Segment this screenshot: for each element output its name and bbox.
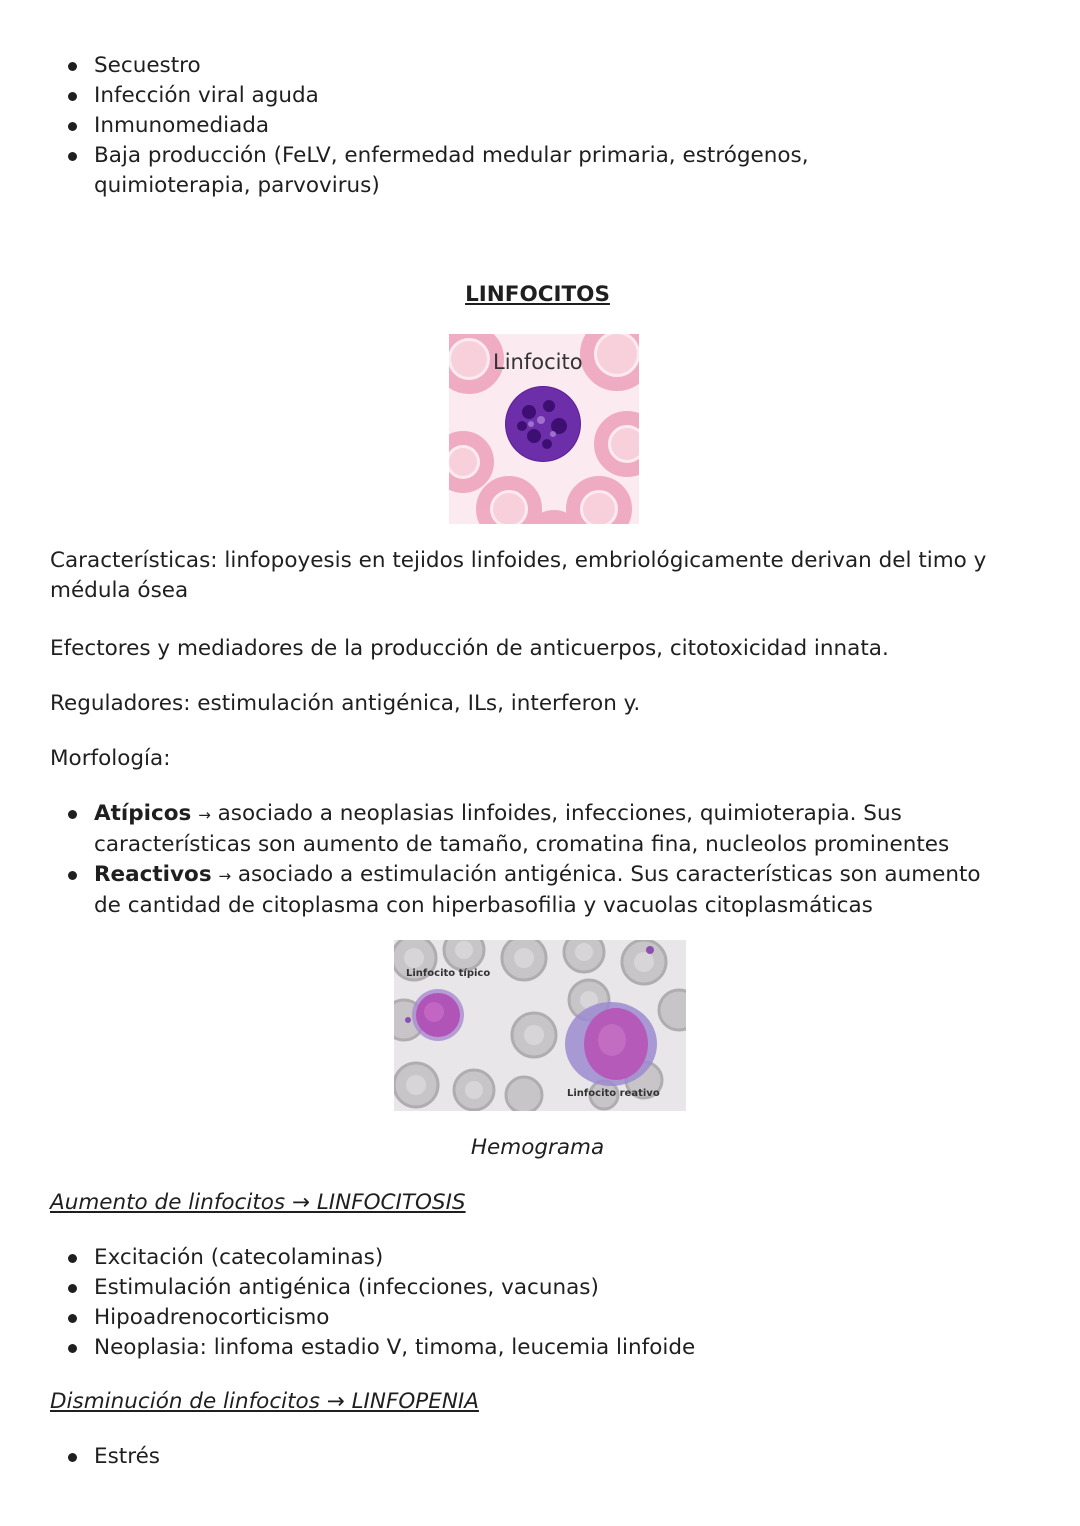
list-item: Hipoadrenocorticismo bbox=[50, 1303, 1010, 1333]
lymphocytosis-title: Aumento de linfocitos → LINFOCITOSIS bbox=[50, 1190, 466, 1215]
arrow-glyph: → bbox=[198, 806, 211, 824]
list-item: Neoplasia: linfoma estadio V, timoma, leucemia linfoide bbox=[50, 1333, 1010, 1363]
list-item: Excitación (catecolaminas) bbox=[50, 1243, 1010, 1273]
list-item: Baja producción (FeLV, enfermedad medular primaria, estrógenos, quimioterapia, parvovirus) bbox=[50, 141, 1010, 201]
term-reactive: Reactivos bbox=[94, 862, 212, 887]
reactive-lymphocyte-label: Linfocito reativo bbox=[567, 1088, 660, 1099]
blood-smear-illustration bbox=[394, 940, 686, 1111]
lymphopenia-title: Disminución de linfocitos → LINFOPENIA bbox=[50, 1389, 479, 1414]
arrow-glyph: → bbox=[218, 867, 232, 885]
characteristics-paragraph: Características: linfopoyesis en tejidos linfoides, embriológicamente derivan del timo y médula ósea bbox=[50, 548, 987, 603]
list-item: Inmunomediada bbox=[50, 111, 1010, 141]
list-item: Infección viral aguda bbox=[50, 81, 1010, 111]
list-item-text: asociado a estimulación antigénica. Sus características son aumento de cantidad de citoplasma con hiperbasofilia y vacuolas citoplasmáticas bbox=[94, 862, 981, 918]
list-item bbox=[50, 799, 1010, 860]
lymphopenia-list bbox=[50, 1442, 1010, 1472]
list-item: Estimulación antigénica (infecciones, vacunas) bbox=[50, 1273, 1010, 1303]
list-item: Estrés bbox=[50, 1442, 1010, 1472]
lymphocytosis-list bbox=[50, 1243, 1010, 1363]
term-atypical: Atípicos bbox=[94, 801, 192, 826]
typical-lymphocyte-label: Linfocito típico bbox=[406, 968, 491, 979]
section-title: LINFOCITOS bbox=[465, 282, 610, 307]
effectors-paragraph: Efectores y mediadores de la producción de anticuerpos, citotoxicidad innata. bbox=[50, 636, 889, 661]
morphology-list bbox=[50, 799, 1010, 921]
list-item: Secuestro bbox=[50, 51, 1010, 81]
lymphocyte-image bbox=[449, 334, 639, 524]
regulators-paragraph: Reguladores: estimulación antigénica, ILs, interferon y. bbox=[50, 691, 641, 716]
list-item-text: asociado a neoplasias linfoides, infecciones, quimioterapia. Sus características son aumento de tamaño, cromatina fina, nucleolos prominentes bbox=[94, 801, 950, 857]
list-item bbox=[50, 860, 1010, 921]
morphology-label: Morfología: bbox=[50, 746, 171, 771]
image-caption: Hemograma bbox=[470, 1135, 605, 1160]
blood-smear-image bbox=[394, 940, 686, 1111]
lymphocyte-image-label: Linfocito bbox=[493, 350, 583, 374]
top-bullet-list bbox=[50, 51, 1010, 201]
